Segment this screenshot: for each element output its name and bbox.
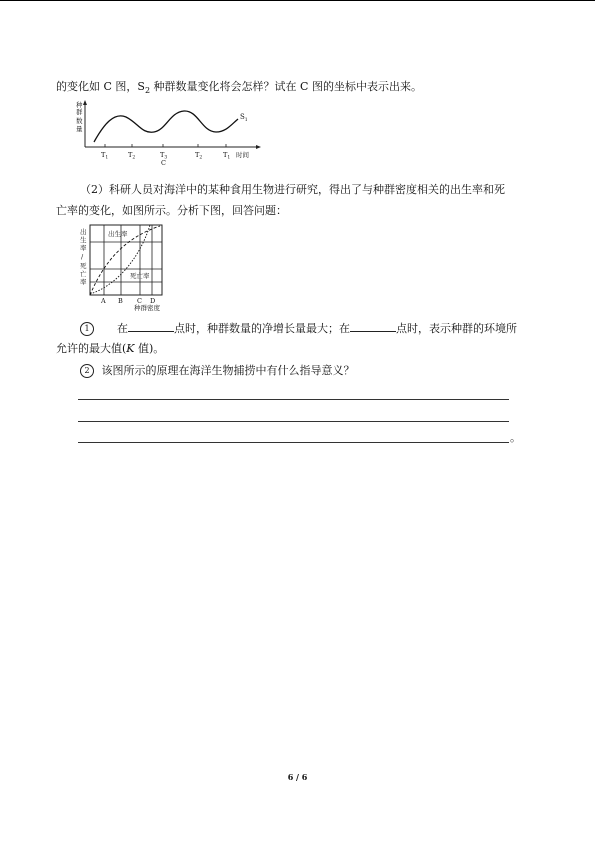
fig-c-y-arrow <box>83 100 87 105</box>
fig-c-s1-curve <box>94 111 238 142</box>
fig-rate-ylabel-6: 亡 <box>80 270 87 278</box>
sub1-line2 <box>56 342 164 356</box>
top-rule <box>0 0 595 1</box>
fig-rate-ylabel-4: / <box>81 253 84 261</box>
fig-c-x-arrow <box>256 145 261 149</box>
fig-c-ylabel-3: 数 <box>76 117 83 125</box>
fig-rate-ylabel-3: 率 <box>80 244 87 252</box>
fill-blank-2[interactable] <box>350 321 396 332</box>
circled-number-2: 2 <box>80 364 94 378</box>
fig-rate-ylabel-2: 生 <box>80 236 87 244</box>
sub1-text-1: 在 <box>117 322 128 335</box>
sub-question-2 <box>80 364 355 378</box>
question1-subscript: 2 <box>144 86 151 96</box>
sub2-text: 该图所示的原理在海洋生物捕捞中有什么指导意义？ <box>101 364 355 377</box>
sub1-line2-pre: 允许的最大值( <box>56 342 127 355</box>
fig-c-xlabel: 时间 <box>236 151 249 159</box>
fig-c-ylabel-4: 量 <box>76 125 83 133</box>
question2-line1: （2）科研人员对海洋中的某种食用生物进行研究，得出了与种群密度相关的出生率和死 <box>80 183 505 196</box>
question1-line <box>56 80 422 98</box>
fig-c-tick-4: $T_2$ <box>195 151 203 161</box>
fig-rate-tick-a: A <box>101 297 106 305</box>
question2-line2: 亡率的变化，如图所示。分析下图，回答问题： <box>56 204 287 217</box>
answer-line-3[interactable] <box>78 442 509 443</box>
figure-c <box>74 98 274 166</box>
sub1-text-2: 点时，种群数量的净增长量最大；在 <box>174 322 350 335</box>
fig-c-ylabel-2: 群 <box>76 108 83 116</box>
sub-question-1 <box>80 321 517 336</box>
question1-text-post: 种群数量变化将会怎样？试在 C 图的坐标中表示出来。 <box>150 80 422 93</box>
question1-text-pre: 的变化如 C 图，S <box>56 80 145 93</box>
fig-rate-xlabel: 种群密度 <box>134 304 160 312</box>
fig-rate-ylabel-5: 死 <box>80 262 87 270</box>
answer-end-mark: 。 <box>510 431 521 444</box>
fig-rate-ylabel-7: 率 <box>80 278 87 286</box>
fig-rate-ylabel-1: 出 <box>80 228 87 236</box>
fig-c-tick-3: $T_3$ <box>160 151 168 161</box>
fig-c-tick-5: $T_1$ <box>223 151 231 161</box>
fig-c-curve-label: $S_1$ <box>240 113 248 123</box>
sub1-line2-post: 值)。 <box>134 342 165 355</box>
circled-number-1: 1 <box>80 322 94 336</box>
fig-rate-tick-c: C <box>137 297 142 305</box>
sub1-text-3: 点时，表示种群的环境所 <box>396 322 517 335</box>
fig-rate-death-label: 死亡率 <box>130 272 150 280</box>
fig-rate-tick-d: D <box>150 297 156 305</box>
figure-rate <box>78 222 188 314</box>
k-value-symbol: K <box>126 342 135 355</box>
fig-rate-birth-label: 出生率 <box>108 230 128 238</box>
answer-line-1[interactable] <box>78 399 509 400</box>
fill-blank-1[interactable] <box>128 321 174 332</box>
page-number: 6 / 6 <box>287 772 308 782</box>
answer-line-2[interactable] <box>78 421 509 422</box>
fig-c-ylabel-1: 种 <box>76 101 83 109</box>
fig-rate-tick-b: B <box>118 297 123 305</box>
fig-c-tick-2: $T_2$ <box>128 151 136 161</box>
fig-c-caption: C <box>161 159 166 166</box>
fig-c-tick-1: $T_1$ <box>101 151 109 161</box>
